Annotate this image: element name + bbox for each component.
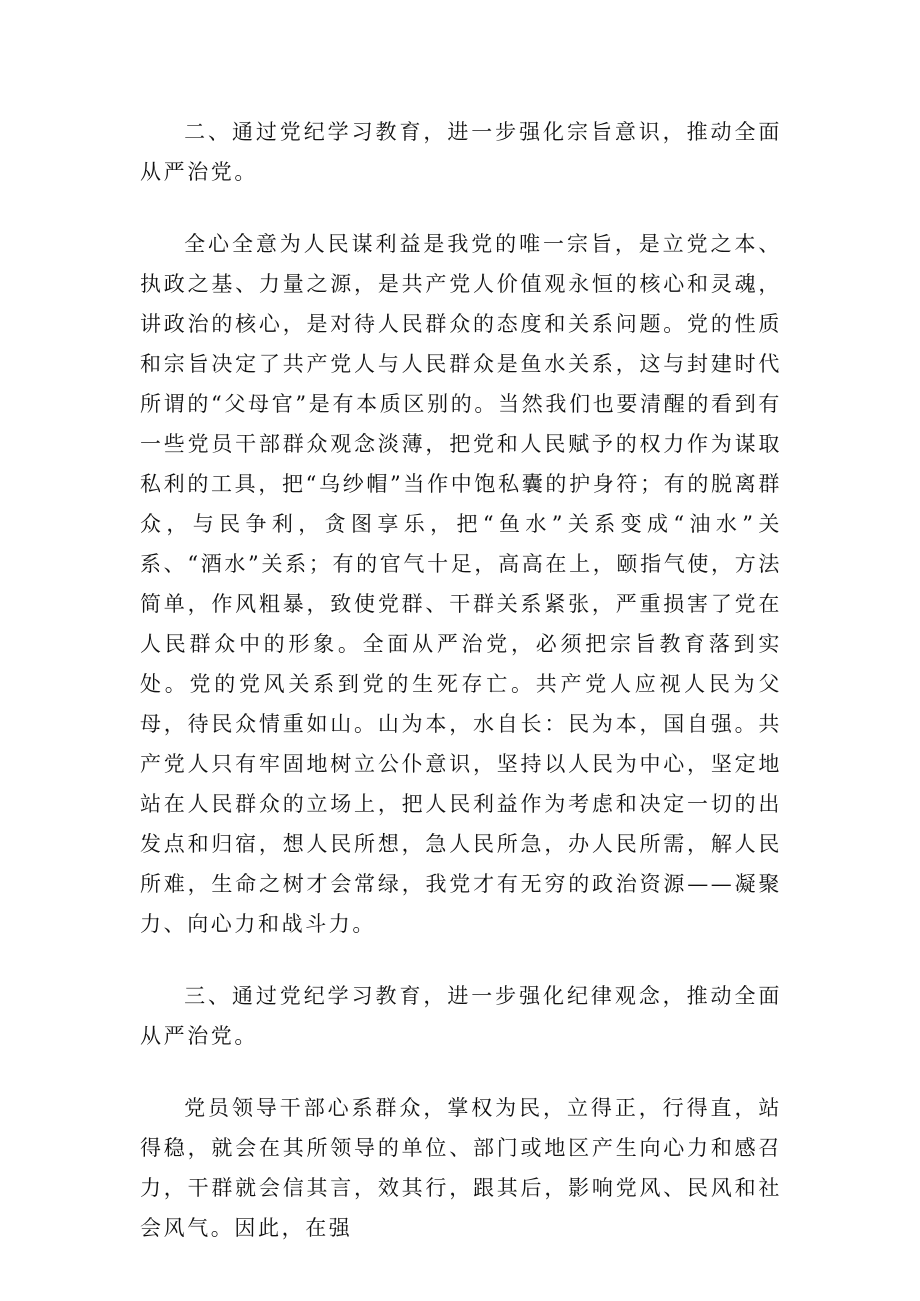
- body-paragraph-1: 全心全意为人民谋利益是我党的唯一宗旨，是立党之本、执政之基、力量之源，是共产党人价值观永恒的核心和灵魂，讲政治的核心，是对待人民群众的态度和关系问题。党的性质和宗旨决定了共产党人与人民群众是鱼水关系，这与封建时代所谓的“父母官”是有本质区别的。当然我们也要清醒的看到有一些党员干部群众观念淡薄，把党和人民赋予的权力作为谋取私利的工具，把“乌纱帽”当作中饱私囊的护身符；有的脱离群众，与民争利，贪图享乐，把“鱼水”关系变成“油水”关系、“酒水”关系；有的官气十足，高高在上，颐指气使，方法简单，作风粗暴，致使党群、干群关系紧张，严重损害了党在人民群众中的形象。全面从严治党，必须把宗旨教育落到实处。党的党风关系到党的生死存亡。共产党人应视人民为父母，待民众情重如山。山为本，水自长：民为本，国自强。共产党人只有牢固地树立公仆意识，坚持以人民为中心，坚定地站在人民群众的立场上，把人民利益作为考虑和决定一切的出发点和归宿，想人民所想，急人民所急，办人民所需，解人民所难，生命之树才会常绿，我党才有无穷的政治资源——凝聚力、向心力和战斗力。: [140, 232, 782, 936]
- body-paragraph-2: 党员领导干部心系群众，掌权为民，立得正，行得直，站得稳，就会在其所领导的单位、部门或地区产生向心力和感召力，干群就会信其言，效其行，跟其后，影响党风、民风和社会风气。因此，在强: [140, 1096, 782, 1240]
- document-body: [140, 112, 782, 1280]
- section-heading-2: 二、通过党纪学习教育，进一步强化宗旨意识，推动全面从严治党。: [140, 120, 782, 184]
- section-heading-3: 三、通过党纪学习教育，进一步强化纪律观念，推动全面从严治党。: [140, 984, 782, 1048]
